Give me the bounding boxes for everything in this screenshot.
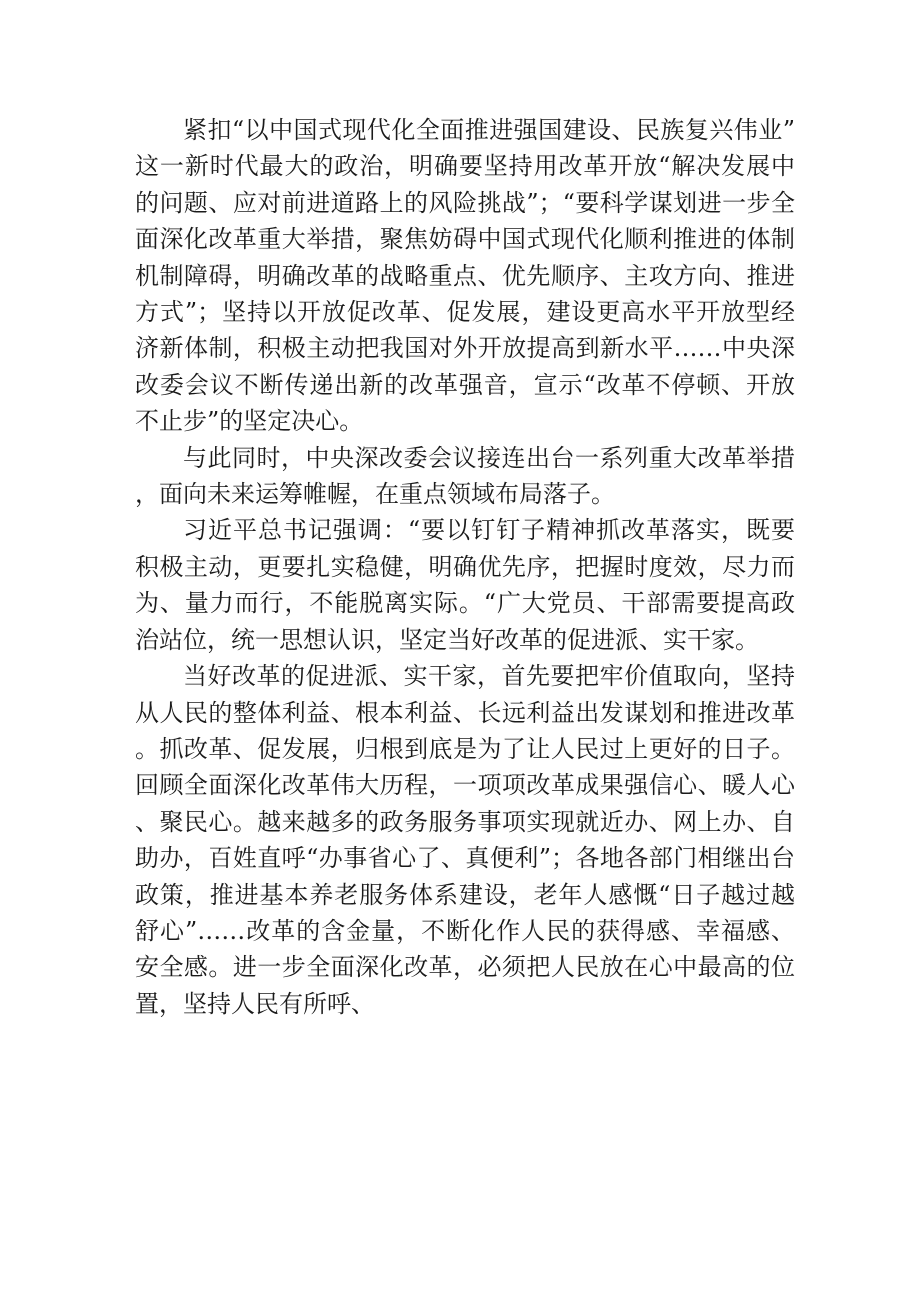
paragraph-4: 当好改革的促进派、实干家，首先要把牢价值取向，坚持从人民的整体利益、根本利益、长远利益出发谋划和推进改革。抓改革、促发展，归根到底是为了让人民过上更好的日子。回顾全面深化改革伟大历程，一项项改革成果强信心、暖人心、聚民心。越来越多的政务服务事项实现就近办、网上办、自助办，百姓直呼“办事省心了、真便利”；各地各部门相继出台政策，推进基本养老服务体系建设，老年人感慨“日子越过越舒心”……改革的含金量，不断化作人民的获得感、幸福感、安全感。进一步全面深化改革，必须把人民放在心中最高的位置，坚持人民有所呼、 — [135, 662, 795, 1018]
paragraph-1: 紧扣“以中国式现代化全面推进强国建设、民族复兴伟业”这一新时代最大的政治，明确要坚持用改革开放“解决发展中的问题、应对前进道路上的风险挑战”；“要科学谋划进一步全面深化改革重大举措，聚焦妨碍中国式现代化顺利推进的体制机制障碍，明确改革的战略重点、优先顺序、主攻方向、推进方式”；坚持以开放促改革、促发展，建设更高水平开放型经济新体制，积极主动把我国对外开放提高到新水平……中央深改委会议不断传递出新的改革强音，宣示“改革不停顿、开放不止步”的坚定决心。 — [135, 116, 795, 436]
paragraph-2: 与此同时，中央深改委会议接连出台一系列重大改革举措，面向未来运筹帷幄，在重点领域布局落子。 — [135, 443, 795, 509]
document-body — [135, 112, 795, 1022]
paragraph-3: 习近平总书记强调：“要以钉钉子精神抓改革落实，既要积极主动，更要扎实稳健，明确优先序，把握时度效，尽力而为、量力而行，不能脱离实际。“广大党员、干部需要提高政治站位，统一思想认识，坚定当好改革的促进派、实干家。 — [135, 516, 795, 654]
